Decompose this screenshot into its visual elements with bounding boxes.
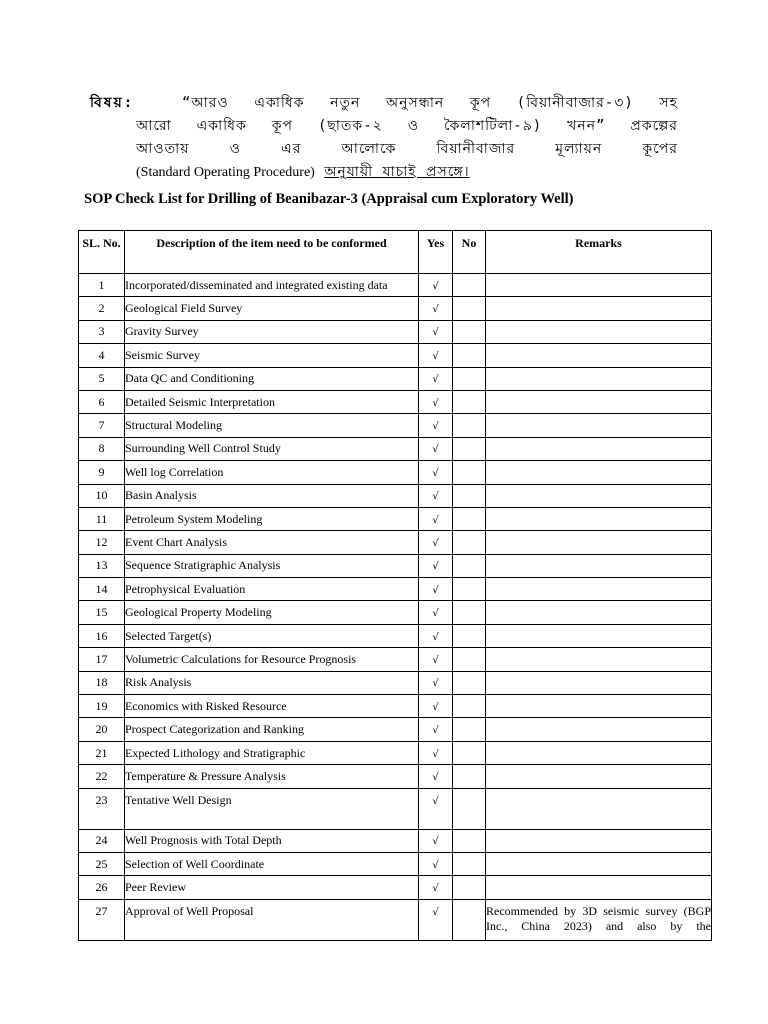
- subject-line-2: আরো একাধিক কূপ (ছাতক-২ ও কৈলাশটিলা-৯) খনন” প্রকল্পের: [136, 118, 678, 134]
- cell-sl-no: 11: [79, 507, 125, 530]
- cell-description: Well Prognosis with Total Depth: [125, 829, 419, 852]
- table-row: [79, 437, 712, 460]
- cell-sl-no: 19: [79, 695, 125, 718]
- table-row: [79, 852, 712, 875]
- cell-yes: [419, 671, 453, 694]
- table-row: [79, 507, 712, 530]
- table-row: [79, 671, 712, 694]
- header-sl-no: SL. No.: [79, 231, 125, 274]
- cell-no: [453, 344, 486, 367]
- cell-description: Expected Lithology and Stratigraphic: [125, 741, 419, 764]
- cell-remarks: [486, 601, 712, 624]
- cell-description: Petrophysical Evaluation: [125, 578, 419, 601]
- cell-remarks: [486, 741, 712, 764]
- cell-no: [453, 852, 486, 875]
- cell-yes: [419, 367, 453, 390]
- cell-no: [453, 648, 486, 671]
- cell-no: [453, 297, 486, 320]
- cell-yes: [419, 297, 453, 320]
- subject-label: বিষয়:: [90, 95, 135, 111]
- table-row: [79, 601, 712, 624]
- cell-sl-no: 17: [79, 648, 125, 671]
- cell-description: Economics with Risked Resource: [125, 695, 419, 718]
- cell-description: Selection of Well Coordinate: [125, 852, 419, 875]
- cell-description: Data QC and Conditioning: [125, 367, 419, 390]
- table-row: [79, 876, 712, 899]
- cell-description: Basin Analysis: [125, 484, 419, 507]
- check-mark-icon: √: [432, 883, 439, 895]
- cell-yes: [419, 648, 453, 671]
- check-mark-icon: √: [432, 608, 439, 620]
- table-row: [79, 344, 712, 367]
- check-mark-icon: √: [432, 654, 439, 666]
- cell-no: [453, 899, 486, 940]
- cell-description: Incorporated/disseminated and integrated existing data: [125, 274, 419, 297]
- cell-description: Prospect Categorization and Ranking: [125, 718, 419, 741]
- cell-description: Risk Analysis: [125, 671, 419, 694]
- header-yes: Yes: [419, 231, 453, 274]
- subject-line-1: “আরও একাধিক নতুন অনুসন্ধান কূপ (বিয়ানীবাজার-৩) সহ: [182, 95, 678, 111]
- check-mark-icon: √: [432, 304, 439, 316]
- cell-remarks: [486, 344, 712, 367]
- cell-description: Petroleum System Modeling: [125, 507, 419, 530]
- cell-yes: [419, 554, 453, 577]
- cell-remarks: [486, 461, 712, 484]
- cell-description: Selected Target(s): [125, 624, 419, 647]
- cell-sl-no: 25: [79, 852, 125, 875]
- check-mark-icon: √: [432, 795, 439, 807]
- cell-sl-no: 13: [79, 554, 125, 577]
- check-mark-icon: √: [432, 350, 439, 362]
- cell-no: [453, 437, 486, 460]
- cell-yes: [419, 531, 453, 554]
- table-row: [79, 531, 712, 554]
- check-mark-icon: √: [432, 421, 439, 433]
- cell-yes: [419, 829, 453, 852]
- cell-yes: [419, 344, 453, 367]
- cell-remarks: [486, 624, 712, 647]
- cell-yes: [419, 320, 453, 343]
- cell-remarks: [486, 531, 712, 554]
- cell-yes: [419, 484, 453, 507]
- table-row: [79, 461, 712, 484]
- cell-yes: [419, 507, 453, 530]
- check-mark-icon: √: [432, 561, 439, 573]
- cell-no: [453, 531, 486, 554]
- cell-no: [453, 461, 486, 484]
- cell-remarks: [486, 390, 712, 413]
- cell-description: Structural Modeling: [125, 414, 419, 437]
- cell-remarks: [486, 274, 712, 297]
- sop-checklist-table: [78, 230, 712, 941]
- cell-remarks: [486, 437, 712, 460]
- check-mark-icon: √: [432, 374, 439, 386]
- cell-no: [453, 718, 486, 741]
- table-row: [79, 554, 712, 577]
- cell-description: Volumetric Calculations for Resource Prognosis: [125, 648, 419, 671]
- cell-yes: [419, 414, 453, 437]
- cell-no: [453, 507, 486, 530]
- cell-yes: [419, 578, 453, 601]
- cell-no: [453, 414, 486, 437]
- table-row: [79, 718, 712, 741]
- cell-sl-no: 3: [79, 320, 125, 343]
- check-mark-icon: √: [432, 514, 439, 526]
- cell-sl-no: 24: [79, 829, 125, 852]
- header-remarks: Remarks: [486, 231, 712, 274]
- check-mark-icon: √: [432, 467, 439, 479]
- check-mark-icon: √: [432, 701, 439, 713]
- cell-no: [453, 765, 486, 788]
- header-no: No: [453, 231, 486, 274]
- cell-yes: [419, 765, 453, 788]
- cell-remarks: [486, 484, 712, 507]
- cell-no: [453, 741, 486, 764]
- cell-yes: [419, 274, 453, 297]
- cell-sl-no: 16: [79, 624, 125, 647]
- cell-description: Geological Field Survey: [125, 297, 419, 320]
- check-mark-icon: √: [432, 444, 439, 456]
- check-mark-icon: √: [432, 748, 439, 760]
- cell-yes: [419, 899, 453, 940]
- table-row: [79, 741, 712, 764]
- cell-description: Seismic Survey: [125, 344, 419, 367]
- check-mark-icon: √: [432, 280, 439, 292]
- check-mark-icon: √: [432, 836, 439, 848]
- cell-no: [453, 367, 486, 390]
- check-mark-icon: √: [432, 631, 439, 643]
- cell-yes: [419, 695, 453, 718]
- cell-remarks: [486, 852, 712, 875]
- cell-description: Tentative Well Design: [125, 788, 419, 829]
- sop-bengali-underlined: অনুযায়ী যাচাই প্রসঙ্গে।: [324, 164, 470, 180]
- cell-yes: [419, 718, 453, 741]
- cell-yes: [419, 876, 453, 899]
- cell-no: [453, 876, 486, 899]
- cell-no: [453, 829, 486, 852]
- table-row: [79, 367, 712, 390]
- cell-sl-no: 18: [79, 671, 125, 694]
- cell-remarks: [486, 648, 712, 671]
- cell-remarks: [486, 899, 712, 940]
- check-mark-icon: √: [432, 678, 439, 690]
- cell-remarks: [486, 876, 712, 899]
- cell-description: Detailed Seismic Interpretation: [125, 390, 419, 413]
- cell-sl-no: 10: [79, 484, 125, 507]
- cell-no: [453, 320, 486, 343]
- cell-sl-no: 2: [79, 297, 125, 320]
- cell-sl-no: 15: [79, 601, 125, 624]
- table-header-row: [79, 231, 712, 274]
- cell-remarks: [486, 554, 712, 577]
- check-mark-icon: √: [432, 771, 439, 783]
- cell-sl-no: 8: [79, 437, 125, 460]
- table-row: [79, 414, 712, 437]
- check-mark-icon: √: [432, 859, 439, 871]
- cell-yes: [419, 390, 453, 413]
- cell-no: [453, 788, 486, 829]
- cell-yes: [419, 461, 453, 484]
- cell-no: [453, 274, 486, 297]
- check-mark-icon: √: [432, 725, 439, 737]
- cell-remarks: [486, 788, 712, 829]
- cell-sl-no: 23: [79, 788, 125, 829]
- subject-line-4: [136, 161, 470, 184]
- check-mark-icon: √: [432, 906, 439, 918]
- table-row: [79, 578, 712, 601]
- cell-remarks: [486, 320, 712, 343]
- cell-remarks: [486, 414, 712, 437]
- table-row: [79, 390, 712, 413]
- cell-description: Surrounding Well Control Study: [125, 437, 419, 460]
- cell-no: [453, 671, 486, 694]
- cell-remarks: [486, 507, 712, 530]
- cell-remarks: [486, 578, 712, 601]
- cell-yes: [419, 852, 453, 875]
- cell-remarks: [486, 829, 712, 852]
- check-mark-icon: √: [432, 327, 439, 339]
- header-description: Description of the item need to be conformed: [125, 231, 419, 274]
- cell-description: Geological Property Modeling: [125, 601, 419, 624]
- cell-yes: [419, 624, 453, 647]
- cell-sl-no: 7: [79, 414, 125, 437]
- table-row: [79, 484, 712, 507]
- cell-no: [453, 554, 486, 577]
- table-row: [79, 297, 712, 320]
- cell-remarks: [486, 671, 712, 694]
- cell-remarks: [486, 765, 712, 788]
- cell-sl-no: 12: [79, 531, 125, 554]
- checklist-title: SOP Check List for Drilling of Beanibazar-3 (Appraisal cum Exploratory Well): [84, 191, 574, 207]
- cell-sl-no: 26: [79, 876, 125, 899]
- cell-no: [453, 601, 486, 624]
- table-row: [79, 829, 712, 852]
- table-body: [79, 274, 712, 941]
- cell-no: [453, 484, 486, 507]
- cell-sl-no: 4: [79, 344, 125, 367]
- sop-parenthetical: (Standard Operating Procedure): [136, 165, 315, 180]
- cell-sl-no: 6: [79, 390, 125, 413]
- cell-yes: [419, 601, 453, 624]
- table-row: [79, 899, 712, 940]
- cell-sl-no: 9: [79, 461, 125, 484]
- cell-no: [453, 695, 486, 718]
- cell-sl-no: 22: [79, 765, 125, 788]
- table-row: [79, 274, 712, 297]
- check-mark-icon: √: [432, 537, 439, 549]
- cell-sl-no: 1: [79, 274, 125, 297]
- cell-no: [453, 390, 486, 413]
- cell-remarks: [486, 718, 712, 741]
- cell-no: [453, 624, 486, 647]
- cell-no: [453, 578, 486, 601]
- cell-yes: [419, 437, 453, 460]
- cell-sl-no: 21: [79, 741, 125, 764]
- table-row: [79, 788, 712, 829]
- cell-description: Approval of Well Proposal: [125, 899, 419, 940]
- cell-remarks: [486, 367, 712, 390]
- table-row: [79, 624, 712, 647]
- table-row: [79, 320, 712, 343]
- subject-block: [90, 92, 678, 180]
- check-mark-icon: √: [432, 397, 439, 409]
- cell-description: Temperature & Pressure Analysis: [125, 765, 419, 788]
- cell-description: Peer Review: [125, 876, 419, 899]
- check-mark-icon: √: [432, 584, 439, 596]
- cell-sl-no: 14: [79, 578, 125, 601]
- cell-remarks: [486, 297, 712, 320]
- cell-sl-no: 27: [79, 899, 125, 940]
- cell-remarks: [486, 695, 712, 718]
- cell-sl-no: 5: [79, 367, 125, 390]
- remark-text: Recommended by 3D seismic survey (BGP Inc., China 2023) and also by the: [486, 903, 711, 933]
- table-row: [79, 695, 712, 718]
- table-row: [79, 648, 712, 671]
- cell-yes: [419, 788, 453, 829]
- cell-description: Gravity Survey: [125, 320, 419, 343]
- subject-line-3: আওতায় ও এর আলোকে বিয়ানীবাজার মূল্যায়ন কূপের: [136, 141, 678, 157]
- cell-description: Well log Correlation: [125, 461, 419, 484]
- cell-description: Event Chart Analysis: [125, 531, 419, 554]
- check-mark-icon: √: [432, 491, 439, 503]
- cell-description: Sequence Stratigraphic Analysis: [125, 554, 419, 577]
- cell-sl-no: 20: [79, 718, 125, 741]
- table-row: [79, 765, 712, 788]
- cell-yes: [419, 741, 453, 764]
